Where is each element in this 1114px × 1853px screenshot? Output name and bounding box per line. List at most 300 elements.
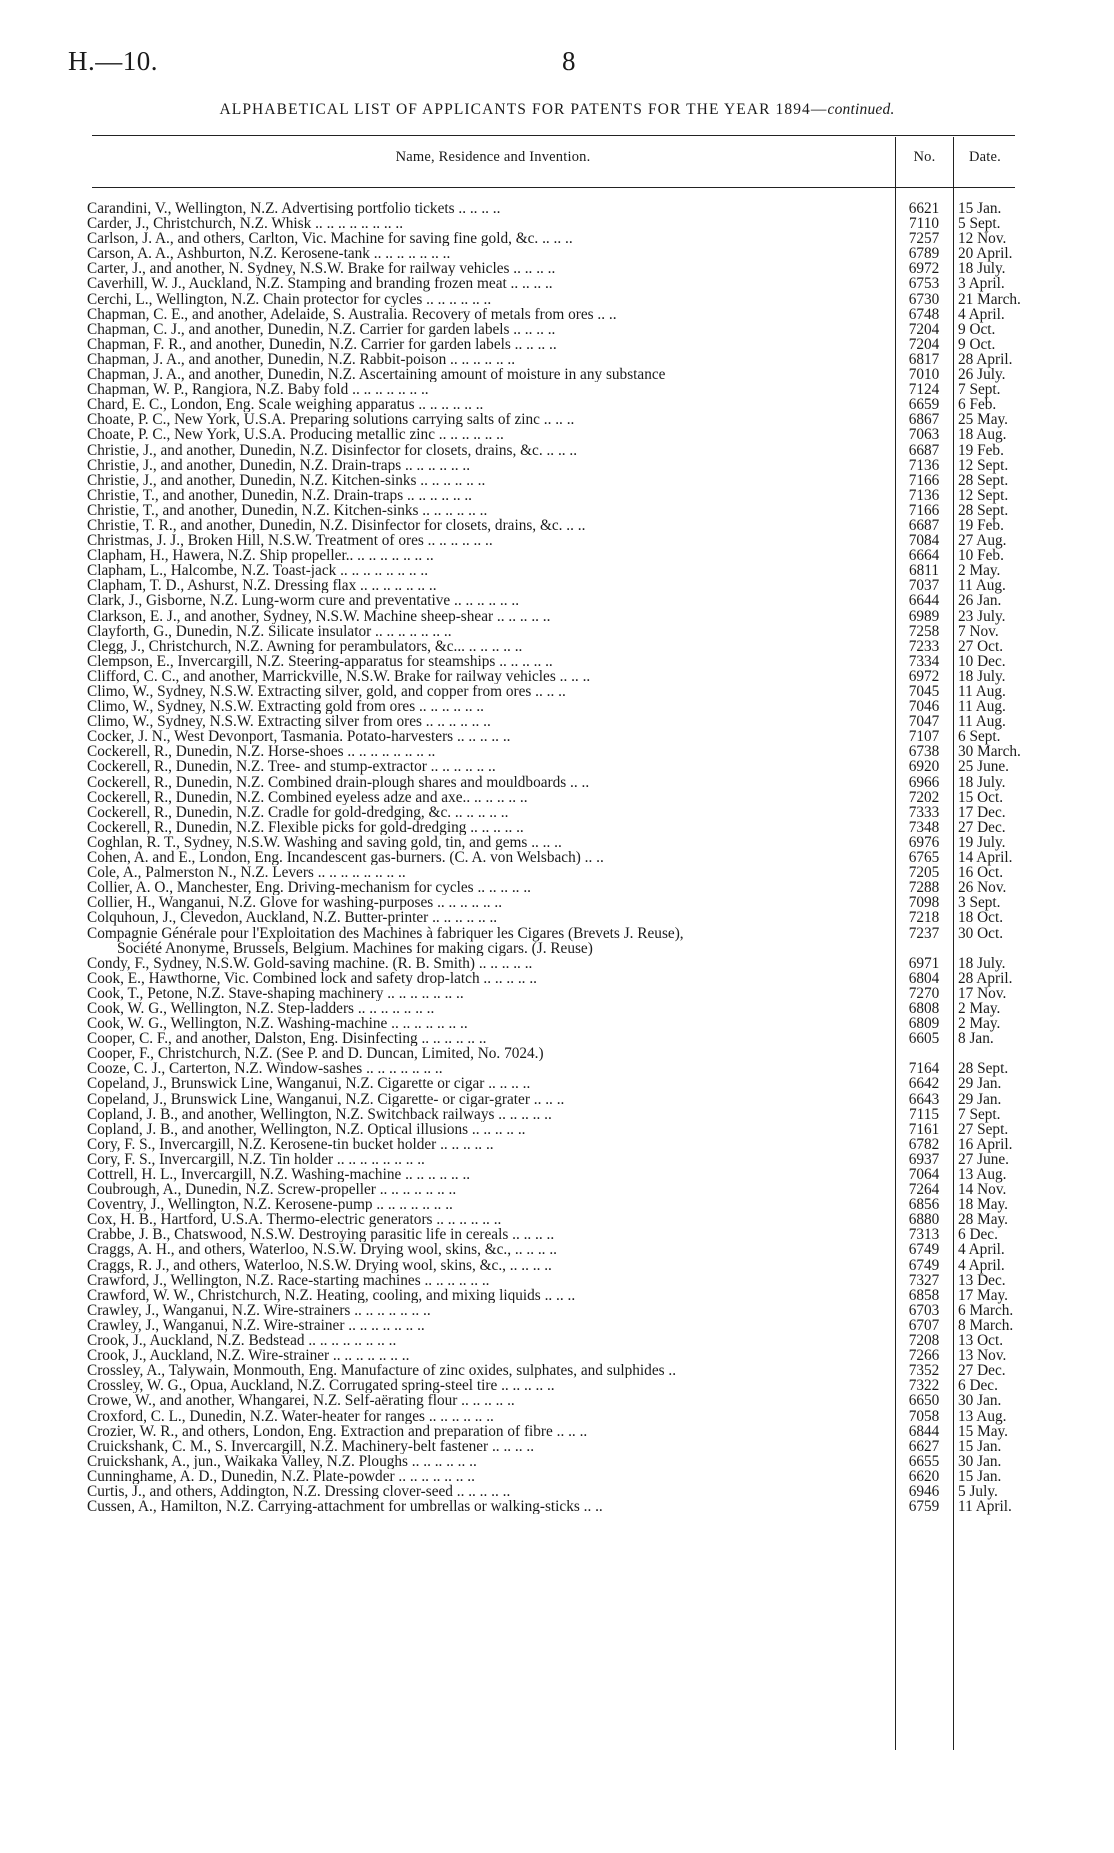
applicant-entry: [87, 1499, 603, 1514]
table-row: [0, 654, 1114, 669]
table-row: [0, 1122, 1114, 1137]
application-date: 15 Jan.: [958, 1437, 1002, 1455]
applicant-entry: [87, 322, 555, 337]
patent-number: 7348: [908, 818, 940, 836]
table-row: [0, 1318, 1114, 1333]
applicant-list: [0, 201, 1114, 1514]
application-date: 2 May.: [958, 999, 1001, 1017]
table-row: [0, 609, 1114, 624]
application-date: 30 Jan.: [958, 1392, 1002, 1410]
table-row: [0, 729, 1114, 744]
patent-number: 6687: [908, 516, 940, 534]
table-row: [0, 1092, 1114, 1107]
patent-number: 7063: [908, 426, 940, 444]
applicant-entry: [87, 593, 519, 608]
applicant-entry: [87, 1016, 468, 1031]
applicant-text: Craggs, R. J., and others, Waterloo, N.S.W. Drying wool, skins, &c., .. .. .. ..: [87, 1257, 552, 1273]
table-row: [0, 1303, 1114, 1318]
application-date: 28 Sept.: [958, 1060, 1009, 1078]
applicant-entry: [87, 443, 577, 458]
applicant-text-continued: Société Anonyme, Brussels, Belgium. Machines for making cigars. (J. Reuse): [117, 939, 593, 956]
applicant-entry: [87, 427, 504, 442]
application-date: 18 July.: [958, 954, 1006, 972]
patent-number: 6989: [908, 607, 940, 625]
table-row: [0, 805, 1114, 820]
patent-number: 6856: [908, 1196, 940, 1214]
application-date: 19 Feb.: [958, 516, 1004, 534]
application-date: 30 March.: [958, 743, 1021, 761]
table-row: [0, 427, 1114, 442]
table-row: [0, 503, 1114, 518]
table-row: [0, 1016, 1114, 1031]
applicant-entry: [87, 1227, 554, 1242]
application-date: 18 July.: [958, 667, 1006, 685]
table-row: [0, 367, 1114, 382]
application-date: 19 Feb.: [958, 441, 1004, 459]
application-date: 18 Aug.: [958, 426, 1007, 444]
patent-number: 7333: [908, 803, 940, 821]
page-reference: H.—10.: [68, 46, 158, 76]
table-row: [0, 835, 1114, 850]
applicant-entry: [87, 276, 553, 291]
applicant-entry: [87, 1378, 555, 1393]
applicant-entry: [87, 1122, 525, 1137]
application-date: 4 April.: [958, 1241, 1005, 1259]
application-date: 16 April.: [958, 1135, 1013, 1153]
patent-number: 6730: [908, 290, 940, 308]
table-row: [0, 865, 1114, 880]
applicant-entry: [87, 412, 574, 427]
table-row: [0, 1424, 1114, 1439]
table-row: [0, 307, 1114, 322]
table-row: [0, 850, 1114, 865]
table-row: [0, 1273, 1114, 1288]
patent-number: 7258: [908, 622, 940, 640]
applicant-text: Christie, T., and another, Dunedin, N.Z. Drain-traps .. .. .. .. .. ..: [87, 487, 472, 503]
patent-number: 7352: [908, 1362, 940, 1380]
applicant-text: Cook, W. G., Wellington, N.Z. Step-ladders .. .. .. .. .. .. ..: [87, 1000, 435, 1017]
applicant-text: Chapman, J. A., and another, Dunedin, N.Z. Rabbit-poison .. .. .. .. .. ..: [87, 351, 516, 368]
applicant-entry: [87, 639, 522, 654]
patent-number: 7107: [908, 728, 940, 746]
applicant-text: Colquhoun, J., Clevedon, Auckland, N.Z. Butter-printer .. .. .. .. .. ..: [87, 910, 498, 926]
applicant-entry: [87, 261, 555, 276]
column-header-name: Name, Residence and Invention.: [395, 149, 591, 165]
table-row: [0, 880, 1114, 895]
patent-number: 7136: [908, 486, 940, 504]
applicant-text: Clarkson, E. J., and another, Sydney, N.S.W. Machine sheep-shear .. .. .. .. ..: [87, 608, 551, 624]
column-header-date: Date.: [969, 149, 1001, 165]
application-date: 14 April.: [958, 849, 1013, 867]
table-row: [0, 790, 1114, 805]
patent-number: 6844: [908, 1422, 940, 1440]
table-row: [0, 1061, 1114, 1076]
application-date: 6 March.: [958, 1301, 1014, 1319]
application-date: 29 Jan.: [958, 1075, 1002, 1093]
table-row: [0, 1046, 1114, 1061]
table-row: [0, 910, 1114, 925]
table-row: [0, 1288, 1114, 1303]
applicant-entry: [87, 1182, 456, 1197]
patent-number: 6687: [908, 441, 940, 459]
table-row: [0, 1378, 1114, 1393]
applicant-text: Crossley, A., Talywain, Monmouth, Eng. Manufacture of zinc oxides, sulphates, and sulphides ..: [87, 1363, 677, 1379]
table-row: [0, 1107, 1114, 1122]
table-row: [0, 1182, 1114, 1197]
applicant-text: Copeland, J., Brunswick Line, Wanganui, N.Z. Cigarette or cigar .. .. .. ..: [87, 1076, 531, 1092]
applicant-text: Clapham, H., Hawera, N.Z. Ship propeller.. .. .. .. .. .. .. ..: [87, 548, 434, 564]
patent-number: 7288: [908, 879, 940, 897]
patent-number: 7270: [908, 984, 940, 1002]
applicant-text: Cockerell, R., Dunedin, N.Z. Tree- and stump-extractor .. .. .. .. .. ..: [87, 759, 496, 775]
applicant-entry: [87, 1031, 486, 1046]
patent-number: 7045: [908, 683, 940, 700]
table-row: [0, 1363, 1114, 1378]
applicant-entry: [87, 1484, 510, 1499]
table-row: [0, 578, 1114, 593]
applicant-entry: [87, 714, 491, 729]
applicant-entry: [87, 1273, 490, 1288]
patent-number: 6808: [908, 999, 940, 1017]
applicant-entry: [87, 1318, 425, 1333]
application-date: 6 Sept.: [958, 728, 1001, 746]
patent-number: 7115: [908, 1105, 940, 1123]
page-title: [0, 101, 1114, 119]
applicant-entry: [87, 971, 537, 986]
applicant-text: Cockerell, R., Dunedin, N.Z. Combined drain-plough shares and mouldboards .. ..: [87, 774, 590, 790]
applicant-text: Chapman, C. J., and another, Dunedin, N.Z. Carrier for garden labels .. .. .. ..: [87, 321, 556, 337]
patent-number: 7334: [908, 652, 940, 670]
table-row: [0, 352, 1114, 367]
applicant-entry: [87, 1076, 530, 1091]
table-row: [0, 1484, 1114, 1499]
applicant-entry: [87, 1046, 544, 1061]
patent-number: 6817: [908, 350, 940, 368]
application-date: 10 Dec.: [958, 652, 1006, 670]
table-row: [0, 744, 1114, 759]
patent-number: 6972: [908, 667, 940, 685]
application-date: 15 May.: [958, 1422, 1008, 1440]
application-date: 2 May.: [958, 562, 1001, 580]
applicant-text: Cook, W. G., Wellington, N.Z. Washing-machine .. .. .. .. .. .. ..: [87, 1016, 468, 1032]
applicant-entry: [87, 1107, 552, 1122]
table-row: [0, 986, 1114, 1001]
application-date: 17 May.: [958, 1286, 1008, 1304]
application-date: 26 July.: [958, 366, 1006, 384]
application-date: 28 Sept.: [958, 471, 1009, 489]
applicant-text: Copland, J. B., and another, Wellington, N.Z. Optical illusions .. .. .. .. ..: [87, 1121, 526, 1137]
applicant-entry: [87, 367, 665, 382]
application-date: 12 Sept.: [958, 456, 1009, 474]
table-row: [0, 1152, 1114, 1167]
application-date: 19 July.: [958, 833, 1006, 851]
patent-number: 7202: [908, 788, 940, 806]
table-row: [0, 1212, 1114, 1227]
patent-number: 7037: [908, 577, 940, 595]
applicant-entry: [87, 216, 403, 231]
page-title-text: ALPHABETICAL LIST OF APPLICANTS FOR PATENTS FOR THE YEAR 1894—: [219, 101, 828, 118]
patent-number: 7010: [908, 366, 940, 384]
applicant-text: Coubrough, A., Dunedin, N.Z. Screw-propeller .. .. .. .. .. .. ..: [87, 1182, 457, 1198]
patent-number: 6765: [908, 849, 940, 867]
patent-number: 7264: [908, 1181, 940, 1199]
table-top-rule: [92, 135, 1015, 136]
applicant-text: Chapman, J. A., and another, Dunedin, N.Z. Ascertaining amount of moisture in any substance: [87, 367, 666, 383]
page-number: 8: [562, 46, 576, 76]
table-row: [0, 1499, 1114, 1514]
table-row: [0, 956, 1114, 971]
patent-number: 6753: [908, 275, 940, 293]
applicant-entry: [87, 307, 617, 322]
application-date: 3 April.: [958, 275, 1005, 293]
patent-number: 7327: [908, 1271, 940, 1289]
patent-number: 6738: [908, 743, 940, 761]
application-date: 28 May.: [958, 1211, 1008, 1229]
patent-number: 6644: [908, 592, 940, 610]
table-row: [0, 1469, 1114, 1484]
table-row: [0, 1454, 1114, 1469]
applicant-entry: [87, 684, 566, 699]
applicant-text: Crabbe, J. B., Chatswood, N.S.W. Destroying parasitic life in cereals .. .. .. ..: [87, 1227, 555, 1243]
patent-number: 6703: [908, 1301, 940, 1319]
patent-number: 7313: [908, 1226, 940, 1244]
applicant-text: Clapham, T. D., Ashurst, N.Z. Dressing flax .. .. .. .. .. .. ..: [87, 578, 437, 594]
applicant-text: Crook, J., Auckland, N.Z. Bedstead .. .. .. .. .. .. .. ..: [87, 1333, 397, 1349]
page-title-suffix: continued.: [827, 101, 895, 118]
application-date: 6 Dec.: [958, 1226, 998, 1244]
applicant-text: Christie, T., and another, Dunedin, N.Z. Kitchen-sinks .. .. .. .. .. ..: [87, 502, 488, 518]
applicant-entry: [87, 759, 496, 774]
applicant-entry: [87, 790, 528, 805]
table-row: [0, 1001, 1114, 1016]
table-row: [0, 563, 1114, 578]
applicant-entry: [87, 503, 487, 518]
applicant-text: Cocker, J. N., West Devonport, Tasmania. Potato-harvesters .. .. .. .. ..: [87, 729, 511, 745]
applicant-text: Crawford, J., Wellington, N.Z. Race-starting machines .. .. .. .. .. ..: [87, 1272, 490, 1288]
application-date: 9 Oct.: [958, 335, 996, 353]
patent-number: 7218: [908, 909, 940, 927]
patent-number: 6782: [908, 1135, 940, 1153]
applicant-text: Cory, F. S., Invercargill, N.Z. Kerosene-tin bucket holder .. .. .. .. ..: [87, 1136, 494, 1152]
patent-number: 7257: [908, 230, 940, 248]
patent-number: 6749: [908, 1241, 940, 1259]
patent-number: 7098: [908, 894, 940, 912]
applicant-entry: [87, 1197, 453, 1212]
application-date: 11 Aug.: [958, 698, 1006, 716]
application-date: 3 Sept.: [958, 894, 1001, 912]
application-date: 13 Nov.: [958, 1347, 1007, 1365]
applicant-text: Clapham, L., Halcombe, N.Z. Toast-jack .. .. .. .. .. .. .. ..: [87, 563, 429, 579]
applicant-text: Cockerell, R., Dunedin, N.Z. Flexible picks for gold-dredging .. .. .. .. ..: [87, 819, 524, 835]
applicant-text: Cunninghame, A. D., Dunedin, N.Z. Plate-powder .. .. .. .. .. .. ..: [87, 1468, 475, 1484]
table-header-rule: [92, 187, 1015, 188]
patent-number: 6809: [908, 1015, 940, 1033]
table-row: [0, 382, 1114, 397]
applicant-entry: [87, 352, 515, 367]
application-date: 15 Jan.: [958, 1467, 1002, 1485]
patent-number: 6643: [908, 1090, 940, 1108]
application-date: 27 Oct.: [958, 637, 1004, 655]
applicant-entry: [87, 458, 470, 473]
applicant-entry: [87, 231, 573, 246]
application-date: 25 May.: [958, 411, 1008, 429]
application-date: 26 Jan.: [958, 592, 1002, 610]
applicant-entry: [87, 910, 497, 925]
application-date: 11 Aug.: [958, 683, 1006, 700]
table-row: [0, 593, 1114, 608]
application-date: 6 Feb.: [958, 396, 997, 414]
applicant-entry: [87, 1303, 431, 1318]
applicant-text: Cruickshank, C. M., S. Invercargill, N.Z. Machinery-belt fastener .. .. .. ..: [87, 1438, 535, 1454]
applicant-entry: [87, 835, 562, 850]
applicant-text: Cerchi, L., Wellington, N.Z. Chain protector for cycles .. .. .. .. .. ..: [87, 291, 492, 307]
application-date: 13 Oct.: [958, 1332, 1004, 1350]
patent-number: 6659: [908, 396, 940, 414]
table-row: [0, 699, 1114, 714]
table-row: [0, 518, 1114, 533]
patent-number: 7204: [908, 320, 940, 338]
patent-number: 7084: [908, 532, 940, 550]
applicant-entry: [87, 201, 500, 216]
application-date: 6 Dec.: [958, 1377, 998, 1395]
application-date: 21 March.: [958, 290, 1021, 308]
applicant-text: Copeland, J., Brunswick Line, Wanganui, N.Z. Cigarette- or cigar-grater .. .. ..: [87, 1091, 565, 1107]
applicant-text: Climo, W., Sydney, N.S.W. Extracting silver from ores .. .. .. .. .. ..: [87, 714, 491, 730]
applicant-text: Crawford, W. W., Christchurch, N.Z. Heating, cooling, and mixing liquids .. .. ..: [87, 1287, 576, 1303]
patent-number: 6621: [908, 200, 940, 217]
applicant-entry: [87, 473, 485, 488]
applicant-text: Collier, H., Wanganui, N.Z. Glove for washing-purposes .. .. .. .. .. ..: [87, 895, 503, 911]
applicant-entry: [87, 865, 406, 880]
table-row: [0, 473, 1114, 488]
applicant-entry: [87, 624, 452, 639]
applicant-entry: [87, 1288, 575, 1303]
patent-number: 7205: [908, 864, 940, 882]
table-row: [0, 337, 1114, 352]
patent-number: 7046: [908, 698, 940, 716]
table-row: [0, 1076, 1114, 1091]
applicant-entry: [87, 1454, 477, 1469]
application-date: 16 Oct.: [958, 864, 1004, 882]
application-date: 17 Nov.: [958, 984, 1007, 1002]
applicant-entry: [87, 956, 532, 971]
patent-number: 7166: [908, 501, 940, 519]
table-row: [0, 624, 1114, 639]
application-date: 27 Aug.: [958, 532, 1007, 550]
application-date: 27 Sept.: [958, 1120, 1009, 1138]
table-row: [0, 971, 1114, 986]
applicant-text: Coventry, J., Wellington, N.Z. Kerosene-pump .. .. .. .. .. .. ..: [87, 1197, 453, 1213]
patent-number: 6707: [908, 1316, 940, 1334]
applicant-text: Cook, E., Hawthorne, Vic. Combined lock and safety drop-latch .. .. .. .. ..: [87, 970, 537, 986]
applicant-text: Copland, J. B., and another, Wellington, N.Z. Switchback railways .. .. .. .. ..: [87, 1106, 552, 1122]
table-row: [0, 1031, 1114, 1046]
patent-number: 6759: [908, 1498, 940, 1516]
application-date: 13 Aug.: [958, 1166, 1007, 1183]
applicant-entry: [87, 729, 510, 744]
application-date: 10 Feb.: [958, 547, 1004, 565]
applicant-entry: [87, 1348, 409, 1363]
application-date: 11 Aug.: [958, 713, 1006, 731]
table-row: [0, 714, 1114, 729]
table-row: [0, 443, 1114, 458]
table-row: [0, 684, 1114, 699]
applicant-entry: [87, 850, 604, 865]
applicant-text: Carder, J., Christchurch, N.Z. Whisk .. .. .. .. .. .. .. ..: [87, 216, 404, 232]
table-row: [0, 397, 1114, 412]
applicant-text: Clark, J., Gisborne, N.Z. Lung-worm cure and preventative .. .. .. .. .. ..: [87, 593, 520, 609]
patent-number: 6650: [908, 1392, 940, 1410]
applicant-entry: [87, 609, 550, 624]
application-date: 2 May.: [958, 1015, 1001, 1033]
application-date: 29 Jan.: [958, 1090, 1002, 1108]
applicant-entry: [87, 699, 484, 714]
patent-number: 6789: [908, 245, 940, 263]
table-row: [0, 548, 1114, 563]
application-date: 11 April.: [958, 1498, 1012, 1516]
applicant-entry: [87, 1439, 534, 1454]
patent-number: 7266: [908, 1347, 940, 1365]
applicant-text: Cory, F. S., Invercargill, N.Z. Tin holder .. .. .. .. .. .. .. ..: [87, 1151, 425, 1167]
applicant-entry: [87, 563, 428, 578]
patent-number: 6972: [908, 260, 940, 278]
table-row: [0, 1197, 1114, 1212]
application-date: 13 Dec.: [958, 1271, 1006, 1289]
patent-number: 7208: [908, 1332, 940, 1350]
applicant-text: Cussen, A., Hamilton, N.Z. Carrying-attachment for umbrellas or walking-sticks .. ..: [87, 1499, 603, 1515]
applicant-text: Carandini, V., Wellington, N.Z. Advertising portfolio tickets .. .. .. ..: [87, 201, 501, 217]
applicant-text: Cohen, A. and E., London, Eng. Incandescent gas-burners. (C. A. von Welsbach) .. ..: [87, 850, 604, 866]
patent-number: 6811: [908, 562, 940, 580]
applicant-entry: [87, 926, 892, 956]
table-row: [0, 292, 1114, 307]
patent-number: 6966: [908, 773, 940, 791]
patent-number: 7064: [908, 1166, 940, 1183]
application-date: 28 April.: [958, 969, 1013, 987]
applicant-text: Christie, J., and another, Dunedin, N.Z. Drain-traps .. .. .. .. .. ..: [87, 457, 471, 473]
applicant-text: Collier, A. O., Manchester, Eng. Driving-mechanism for cycles .. .. .. .. ..: [87, 880, 531, 896]
table-row: [0, 1242, 1114, 1257]
patent-number: 7110: [908, 215, 940, 233]
patent-number: 6642: [908, 1075, 940, 1093]
applicant-entry: [87, 533, 493, 548]
application-date: 28 Sept.: [958, 501, 1009, 519]
patent-number: 6749: [908, 1256, 940, 1274]
applicant-text: Christie, T. R., and another, Dunedin, N.Z. Disinfector for closets, drains, &c. .. ..: [87, 517, 586, 534]
applicant-entry: [87, 337, 557, 352]
applicant-entry: [87, 744, 435, 759]
application-date: 12 Sept.: [958, 486, 1009, 504]
applicant-text: Cruickshank, A., jun., Waikaka Valley, N.Z. Ploughs .. .. .. .. .. ..: [87, 1453, 477, 1469]
applicant-text: Christie, J., and another, Dunedin, N.Z. Kitchen-sinks .. .. .. .. .. ..: [87, 472, 486, 488]
applicant-text: Cockerell, R., Dunedin, N.Z. Combined eyeless adze and axe.. .. .. .. .. ..: [87, 789, 528, 805]
applicant-text: Chard, E. C., London, Eng. Scale weighing apparatus .. .. .. .. .. ..: [87, 397, 484, 413]
patent-number: 7233: [908, 637, 940, 655]
applicant-text: Compagnie Générale pour l'Exploitation des Machines à fabriquer les Cigares (Brevets J. Reuse),: [87, 925, 684, 942]
patent-number: 6858: [908, 1286, 940, 1304]
applicant-entry: [87, 1424, 587, 1439]
applicant-entry: [87, 1393, 515, 1408]
table-row: [0, 1167, 1114, 1182]
patent-number: 6664: [908, 547, 940, 565]
table-row: [0, 322, 1114, 337]
table-row: [0, 1348, 1114, 1363]
application-date: 17 Dec.: [958, 803, 1006, 821]
applicant-entry: [87, 382, 429, 397]
patent-number: 7237: [908, 924, 940, 942]
application-date: 27 Dec.: [958, 1362, 1006, 1380]
table-row: [0, 820, 1114, 835]
